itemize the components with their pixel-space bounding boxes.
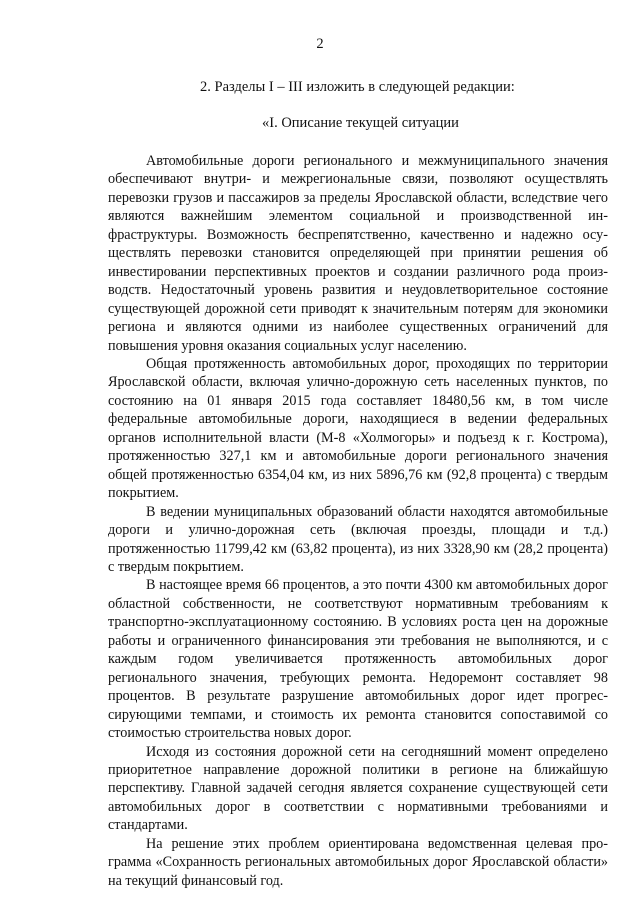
paragraph-5: Исходя из состояния дорожной сети на сегодняшний момент определено приоритетное направление дорожной политики в регионе на ближайшую перспективу. Главной задачей сегодня является сохранение существующей сети автомобильных дорог в соответствии с нормативными требованиями и стандартами. xyxy=(108,743,608,834)
body-text xyxy=(108,152,608,890)
amendment-intro: 2. Разделы I – III изложить в следующей редакции: xyxy=(200,79,515,95)
section-title: «I. Описание текущей ситуации xyxy=(262,115,459,131)
paragraph-3: В ведении муниципальных образований области находятся автомобильные дороги и улично-дорожная сеть (включая проезды, площади и т.д.) протяженностью 11799,42 км (63,82 процента), из них 3328,90 км (28,2 процента) с твердым покрытием. xyxy=(108,503,608,575)
page-number: 2 xyxy=(316,36,324,52)
paragraph-2: Общая протяженность автомобильных дорог, проходящих по территории Ярославской области, включая улично-дорожную сеть населенных пунктов, по состоянию на 01 января 2015 года составляет 18480,56 км, в том числе федеральные автомобильные дороги, находящиеся в ведении федеральных органов исполнительной власти (М-8 «Холмогоры» и подъезд к г. Кострома), протяженностью 327,1 км и автомобильные дороги регионального значения общей протяженностью 6354,04 км, из них 5896,76 км (92,8 процента) с твердым покрытием. xyxy=(108,355,608,502)
paragraph-1: Автомобильные дороги регионального и межмуниципального значения обеспечивают внутри- и межрегиональные связи, позволяют осуществлять перевозки грузов и пассажиров за пределы Ярославской области, вследствие чего являются важнейшим элементом социальной и производственной инфраструктуры. Возможность беспрепятственно, качественно и надежно осуществлять перевозки становится определяющей при принятии решения об инвестировании перспективных проектов и создании различного рода производств. Недостаточный уровень развития и неудовлетворительное состояние существующей дорожной сети приводят к значительным потерям для экономики региона и являются одними из наиболее существенных ограничений для повышения уровня оказания социальных услуг населению. xyxy=(108,153,608,354)
paragraph-4: В настоящее время 66 процентов, а это почти 4300 км автомобильных дорог областной собственности, не соответствуют нормативным требованиям к транспортно-эксплуатационному состоянию. В условиях роста цен на дорожные работы и ограниченного финансирования эти требования не выполняются, и с каждым годом увеличивается протяженность автомобильных дорог регионального значения, требующих ремонта. Недоремонт составляет 98 процентов. В результате разрушение автомобильных дорог идет прогрессирующими темпами, и стоимость их ремонта становится сопоставимой со стоимостью строительства новых дорог. xyxy=(108,577,608,742)
paragraph-6: На решение этих проблем ориентирована ведомственная целевая программа «Сохранность региональных автомобильных дорог Ярославской области» на текущий финансовый год. xyxy=(108,835,608,889)
